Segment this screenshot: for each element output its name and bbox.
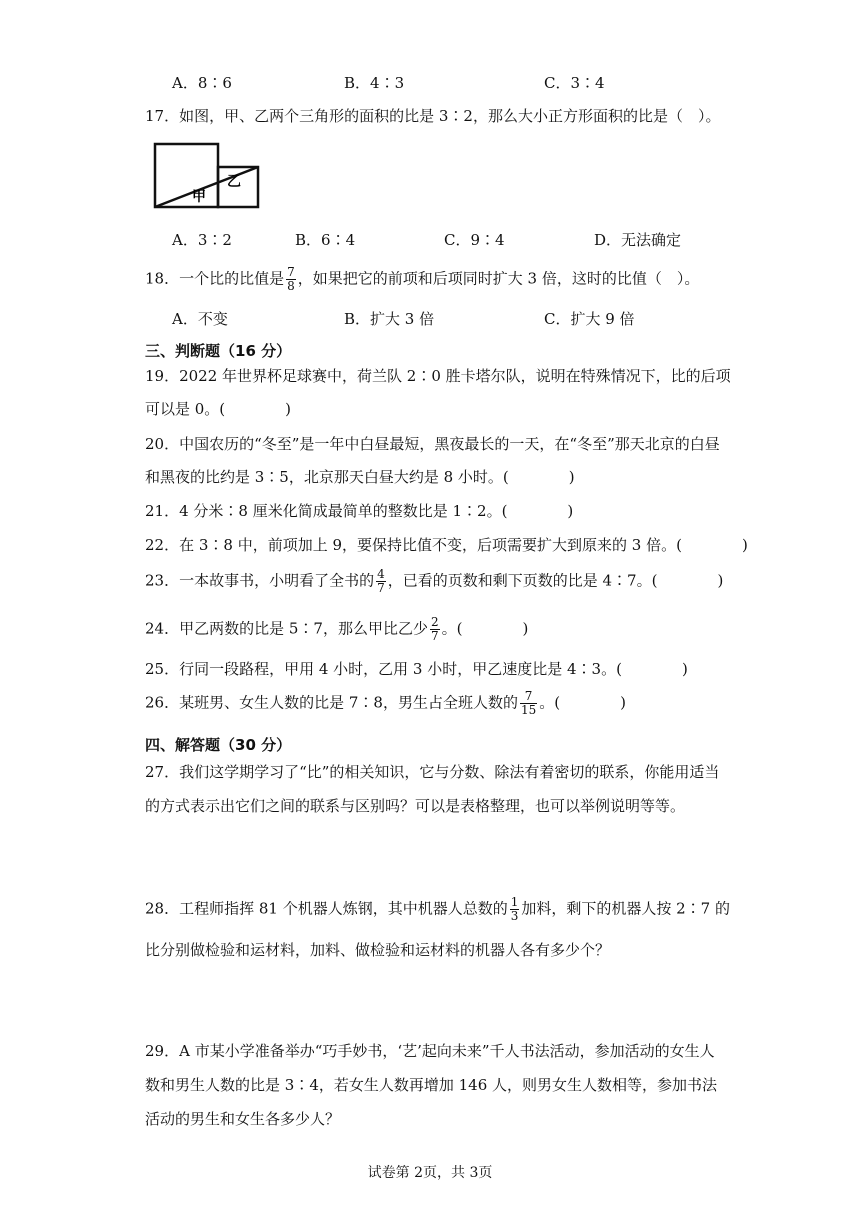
diagonal-line <box>155 167 258 207</box>
q17-option-a: A．3∶2 <box>172 231 232 249</box>
q16-option-c: C．3∶4 <box>544 74 605 92</box>
q18-option-a: A．不变 <box>172 310 228 328</box>
q18-post: ，如果把它的前项和后项同时扩大 3 倍，这时的比值（ ）。 <box>297 269 700 288</box>
q24-text: 24．甲乙两数的比是 5∶7，那么甲比乙少 $\frac{2}{7}$ 。( ) <box>145 615 529 643</box>
q17-option-b: B．6∶4 <box>295 231 356 249</box>
q17-figure <box>152 140 270 212</box>
q29-line1: 29．A 市某小学准备举办“巧手妙书，‘艺’起向未来”千人书法活动，参加活动的女生人 <box>145 1042 715 1060</box>
q27-line1: 27．我们这学期学习了“比”的相关知识，它与分数、除法有着密切的联系，你能用适当 <box>145 763 720 781</box>
q17-text: 17．如图，甲、乙两个三角形的面积的比是 3∶2，那么大小正方形面积的比是（ ）。 <box>145 107 721 125</box>
big-square <box>155 144 218 207</box>
q18-pre: 18．一个比的比值是 <box>145 269 285 288</box>
q28-line1: 28．工程师指挥 81 个机器人炼钢，其中机器人总数的 $\frac{1}{3}$ 加料，剩下的机器人按 2∶7 的 <box>145 895 730 923</box>
q19-line2: 可以是 0。( ) <box>145 400 292 418</box>
q20-line1: 20．中国农历的“冬至”是一年中白昼最短，黑夜最长的一天，在“冬至”那天北京的白昼 <box>145 435 720 453</box>
q23-fraction: $\frac{4}{7}$ <box>377 567 385 595</box>
q29-line3: 活动的男生和女生各多少人？ <box>145 1110 341 1128</box>
q17-option-c: C．9∶4 <box>444 231 505 249</box>
q16-option-b: B．4∶3 <box>344 74 405 92</box>
label-yi: 乙 <box>227 174 241 190</box>
page-footer: 试卷第 2页，共 3页 <box>367 1165 493 1181</box>
q23-text: 23．一本故事书，小明看了全书的 $\frac{4}{7}$ ，已看的页数和剩下页数的比是 4∶7。( ) <box>145 567 724 595</box>
q16-option-a: A．8∶6 <box>172 74 232 92</box>
q26-text: 26．某班男、女生人数的比是 7∶8，男生占全班人数的 $\frac{7}{15}$ 。( ) <box>145 689 626 717</box>
q27-line2: 的方式表示出它们之间的联系与区别吗？可以是表格整理，也可以举例说明等等。 <box>145 797 686 815</box>
q29-line2: 数和男生人数的比是 3∶4，若女生人数再增加 146 人，则男女生人数相等，参加书法 <box>145 1076 718 1094</box>
q21-text: 21．4 分米∶8 厘米化简成最简单的整数比是 1∶2。( ) <box>145 502 574 520</box>
q18-fraction: $\frac{7}{8}$ <box>287 265 295 293</box>
q26-fraction: $\frac{7}{15}$ <box>520 689 537 717</box>
label-jia: 甲 <box>192 189 206 205</box>
q25-text: 25．行同一段路程，甲用 4 小时，乙用 3 小时，甲乙速度比是 4∶3。( ) <box>145 660 688 678</box>
q18-option-c: C．扩大 9 倍 <box>544 310 635 328</box>
section4-title: 四、解答题（30 分） <box>145 736 292 754</box>
q28-line2: 比分别做检验和运材料，加料、做检验和运材料的机器人各有多少个？ <box>145 941 611 959</box>
q18-option-b: B．扩大 3 倍 <box>344 310 435 328</box>
q22-text: 22．在 3∶8 中，前项加上 9，要保持比值不变，后项需要扩大到原来的 3 倍。( ) <box>145 536 748 554</box>
q24-fraction: $\frac{2}{7}$ <box>430 615 439 643</box>
q28-fraction: $\frac{1}{3}$ <box>510 895 519 923</box>
q19-line1: 19．2022 年世界杯足球赛中，荷兰队 2∶0 胜卡塔尔队，说明在特殊情况下，比的后项 <box>145 367 731 385</box>
section3-title: 三、判断题（16 分） <box>145 342 292 360</box>
q20-line2: 和黑夜的比约是 3∶5，北京那天白昼大约是 8 小时。( ) <box>145 468 575 486</box>
q18-text <box>145 266 699 293</box>
q17-option-d: D．无法确定 <box>594 231 682 249</box>
